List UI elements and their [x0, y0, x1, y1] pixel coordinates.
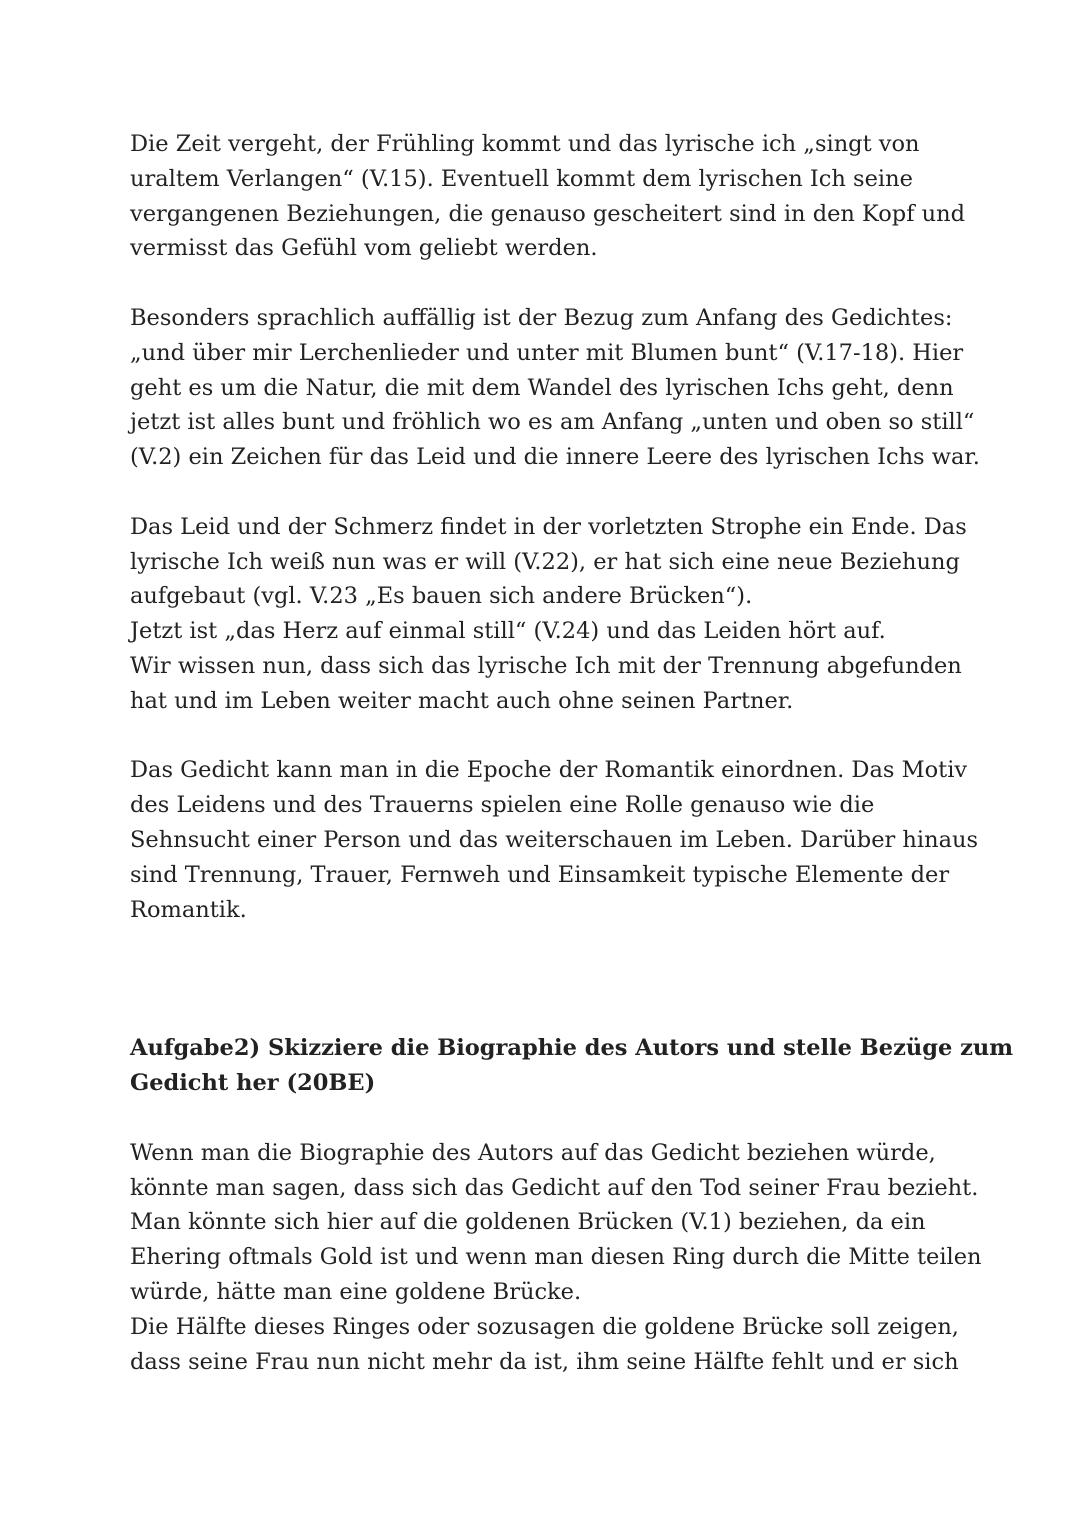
- text-line: hat und im Leben weiter macht auch ohne seinen Partner.: [130, 687, 794, 714]
- text-line: vermisst das Gefühl vom geliebt werden.: [130, 235, 598, 262]
- text-line: jetzt ist alles bunt und fröhlich wo es am Anfang „unten und oben so still“: [130, 409, 975, 436]
- text-line: würde, hätte man eine goldene Brücke.: [130, 1278, 582, 1305]
- paragraph-language-reference: [130, 301, 980, 475]
- text-line: (V.2) ein Zeichen für das Leid und die innere Leere des lyrischen Ichs war.: [130, 444, 980, 471]
- text-line: geht es um die Natur, die mit dem Wandel des lyrischen Ichs geht, denn: [130, 374, 954, 401]
- text-line: Die Zeit vergeht, der Frühling kommt und das lyrische ich „singt von: [130, 131, 920, 157]
- heading-line: Gedicht her (20BE): [130, 1070, 376, 1097]
- text-line: des Leidens und des Trauerns spielen eine Rolle genauso wie die: [130, 792, 875, 819]
- text-line: uraltem Verlangen“ (V.15). Eventuell kommt dem lyrischen Ich seine: [130, 165, 913, 192]
- text-line: Das Gedicht kann man in die Epoche der Romantik einordnen. Das Motiv: [130, 757, 968, 784]
- text-line: dass seine Frau nun nicht mehr da ist, ihm seine Hälfte fehlt und er sich: [130, 1348, 959, 1375]
- paragraph-biography-answer: [130, 1136, 982, 1380]
- text-line: lyrische Ich weiß nun was er will (V.22), er hat sich eine neue Beziehung: [130, 548, 960, 575]
- paragraph-time-passes: [130, 127, 966, 266]
- text-line: aufgebaut (vgl. V.23 „Es bauen sich andere Brücken“).: [130, 583, 753, 610]
- heading-line: Aufgabe2) Skizziere die Biographie des Autors und stelle Bezüge zum: [130, 1035, 1014, 1062]
- text-line: Wir wissen nun, dass sich das lyrische Ich mit der Trennung abgefunden: [130, 652, 962, 679]
- text-line: Ehering oftmals Gold ist und wenn man diesen Ring durch die Mitte teilen: [130, 1244, 982, 1271]
- paragraph-suffering-ends: [130, 510, 967, 719]
- document-page: [130, 127, 1014, 1414]
- text-line: sind Trennung, Trauer, Fernweh und Einsamkeit typische Elemente der: [130, 861, 950, 888]
- text-line: Das Leid und der Schmerz findet in der vorletzten Strophe ein Ende. Das: [130, 513, 967, 540]
- text-line: Man könnte sich hier auf die goldenen Brücken (V.1) beziehen, da ein: [130, 1209, 926, 1236]
- paragraph-romanticism: [130, 753, 979, 927]
- text-line: Besonders sprachlich auffällig ist der Bezug zum Anfang des Gedichtes:: [130, 304, 953, 331]
- text-line: vergangenen Beziehungen, die genauso gescheitert sind in den Kopf und: [130, 200, 966, 227]
- text-line: könnte man sagen, dass sich das Gedicht auf den Tod seiner Frau bezieht.: [130, 1174, 979, 1201]
- text-line: Die Hälfte dieses Ringes oder sozusagen die goldene Brücke soll zeigen,: [130, 1313, 959, 1340]
- text-line: Wenn man die Biographie des Autors auf das Gedicht beziehen würde,: [130, 1139, 936, 1166]
- task-heading: [130, 1031, 1014, 1101]
- text-line: Sehnsucht einer Person und das weiterschauen im Leben. Darüber hinaus: [130, 826, 979, 853]
- text-line: Jetzt ist „das Herz auf einmal still“ (V.24) und das Leiden hört auf.: [130, 618, 886, 645]
- text-line: Romantik.: [130, 896, 247, 923]
- text-line: „und über mir Lerchenlieder und unter mit Blumen bunt“ (V.17-18). Hier: [130, 339, 964, 366]
